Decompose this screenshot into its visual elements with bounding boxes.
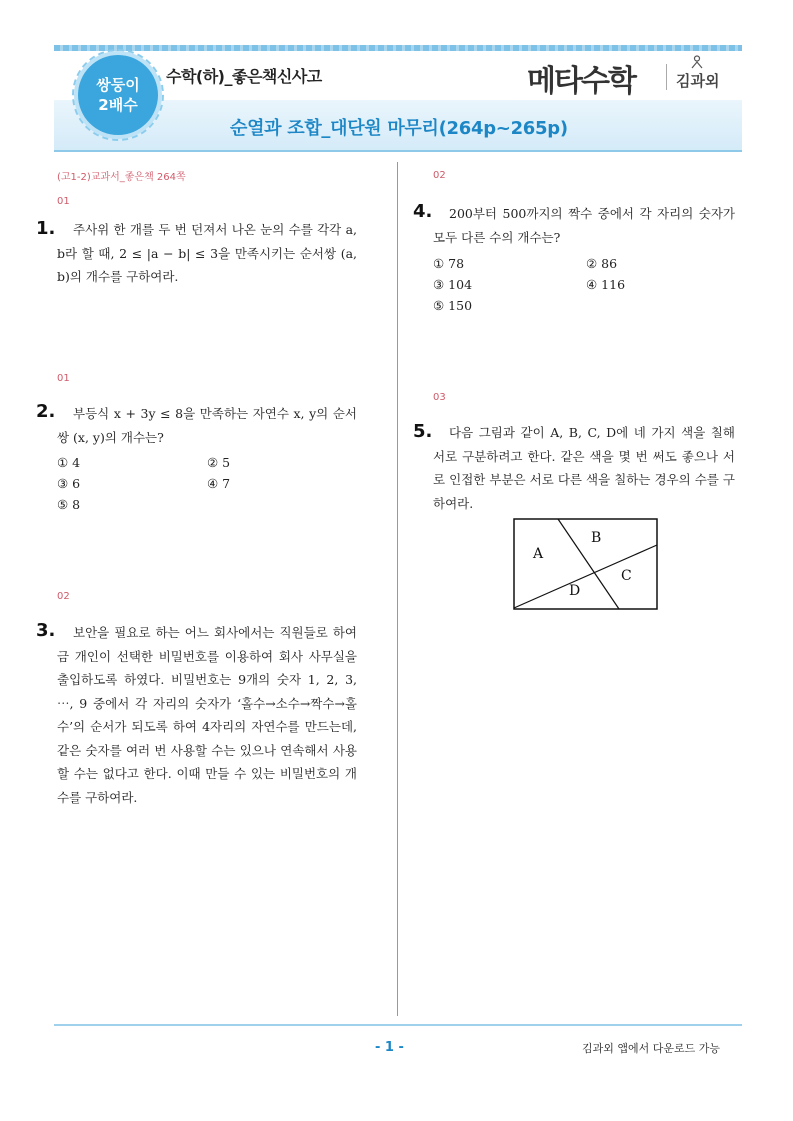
region-label-c: C xyxy=(621,568,632,584)
region-label-a: A xyxy=(533,546,544,562)
question-number: 5. xyxy=(413,421,433,442)
option: ⑤ 150 xyxy=(433,298,473,313)
logo-main-text: 메타수학 xyxy=(527,64,635,99)
question-number: 4. xyxy=(413,201,433,222)
option: ② 86 xyxy=(586,256,618,271)
page-number: - 1 - xyxy=(375,1040,404,1055)
header-top-bar xyxy=(54,45,742,51)
question-tag: 01 xyxy=(57,373,70,384)
source-note: (고1-2)교과서_좋은책 264쪽 xyxy=(57,172,186,183)
option: ③ 6 xyxy=(57,476,81,491)
question-tag: 02 xyxy=(57,591,70,602)
option: ④ 116 xyxy=(586,277,626,292)
unit-title: 순열과 조합_대단원 마무리(264p~265p) xyxy=(230,118,568,139)
question-text: 주사위 한 개를 두 번 던져서 나온 눈의 수를 각각 a, b라 할 때, 2 ≤ |a − b| ≤ 3을 만족시키는 순서쌍 (a, b)의 개수를 구하여라. xyxy=(57,222,357,284)
question-text: 다음 그림과 같이 A, B, C, D에 네 가지 색을 칠해 서로 구분하려고 한다. 같은 색을 몇 번 써도 좋으나 서로 인접한 부분은 서로 다른 색을 칠하는 경우의 수를 구하여라. xyxy=(433,425,735,511)
logo-sub-text: 김과외 xyxy=(676,72,720,90)
question-tag: 03 xyxy=(433,392,446,403)
question-tag: 02 xyxy=(433,170,446,181)
badge-line1: 쌍둥이 xyxy=(96,76,140,94)
question-text: 200부터 500까지의 짝수 중에서 각 자리의 숫자가 모두 다른 수의 개수는? xyxy=(433,206,735,245)
question-text: 부등식 x + 3y ≤ 8을 만족하는 자연수 x, y의 순서쌍 (x, y)의 개수는? xyxy=(57,406,357,445)
option: ③ 104 xyxy=(433,277,473,292)
logo-separator xyxy=(666,64,667,90)
question-number: 2. xyxy=(36,401,56,422)
option: ⑤ 8 xyxy=(57,497,81,512)
question-text: 보안을 필요로 하는 어느 회사에서는 직원들로 하여금 개인이 선택한 비밀번호를 이용하여 회사 사무실을 출입하도록 하였다. 비밀번호는 9개의 숫자 1, 2, 3, ⋯, 9 중에서 각 자리의 숫자가 ‘홀수→소수→짝수→홀수’의 순서가 되도록 하여 4자리의 자연수를 만드는데, 같은 숫자를 여러 번 사용할 수는 있으나 연속해서 사용할 수는 없다고 한다. 이때 만들 수 있는 비밀번호의 개수를 구하여라. xyxy=(57,625,357,805)
person-icon xyxy=(690,55,704,69)
footer-line xyxy=(54,1024,742,1026)
region-label-b: B xyxy=(591,530,602,546)
option: ④ 7 xyxy=(207,476,231,491)
badge-line2: 2배수 xyxy=(98,96,138,114)
column-divider xyxy=(397,162,398,1016)
option: ② 5 xyxy=(207,455,231,470)
region-figure xyxy=(513,518,658,610)
option: ① 4 xyxy=(57,455,81,470)
region-label-d: D xyxy=(569,583,581,599)
twin-badge xyxy=(78,55,158,135)
figure-border xyxy=(514,519,657,609)
question-tag: 01 xyxy=(57,196,70,207)
option: ① 78 xyxy=(433,256,465,271)
question-number: 1. xyxy=(36,218,56,239)
book-title: 수학(하)_좋은책신사고 xyxy=(166,67,322,86)
footer-note: 김과외 앱에서 다운로드 가능 xyxy=(582,1042,721,1055)
question-number: 3. xyxy=(36,620,56,641)
